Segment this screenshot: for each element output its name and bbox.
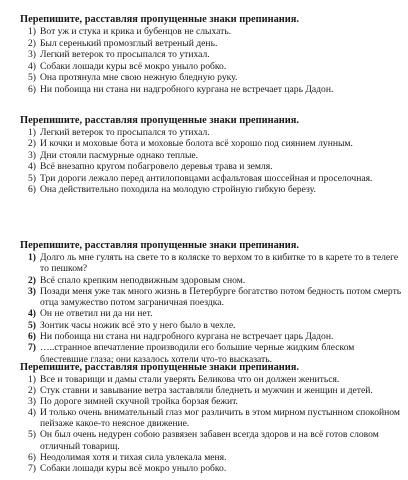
exercise-title: Перепишите, расставляя пропущенные знаки препинания.	[20, 14, 299, 25]
item-number: 4)	[28, 407, 36, 419]
item-number: 3)	[28, 149, 36, 161]
exercise-title: Перепишите, расставляя пропущенные знаки препинания.	[20, 240, 299, 251]
exercise-3	[14, 240, 402, 365]
item-number: 2)	[28, 37, 36, 49]
item-text: И только очень внимательный глаз мог различить в этом мирном пустынном спокойном пейзаже какое-то неясное движение.	[40, 407, 400, 430]
item-text: Позади меня уже так много жизнь в Петербурге богатство потом бедность потом смерть отца замужество потом заграничная поездка.	[40, 285, 402, 309]
list-item	[18, 385, 402, 396]
item-number: 5)	[28, 319, 36, 331]
list-item	[18, 331, 402, 342]
list-item	[18, 38, 402, 50]
list-item	[18, 320, 402, 331]
item-number: 6)	[28, 184, 36, 196]
item-text: Долго ль мне гулять на свете то в коляске то верхом то в кибитке то в карете то в телеге то пешком?	[40, 252, 399, 275]
item-text: Она действительно походила на молодую стройную гибкую березу.	[40, 184, 316, 196]
item-number: 6)	[28, 331, 36, 343]
item-number: 7)	[28, 342, 36, 354]
item-text: Всё внезапно кругом побагровело деревья трава и земля.	[40, 161, 273, 173]
item-text: Он был очень недурен собою развязен забавен всегда здоров и на всё готов словом отличный товарищ.	[40, 429, 379, 452]
list-item	[18, 452, 402, 463]
list-item	[18, 184, 402, 195]
item-text: Ни побоища ни стана ни надгробного кургана не встречает царь Дадон.	[40, 83, 334, 95]
exercise-2	[14, 115, 402, 195]
item-text: Он не ответил ни да ни нет.	[40, 308, 153, 320]
item-text: Вот уж и стука и крика и бубенцов не слыхать.	[40, 26, 232, 37]
item-number: 1)	[28, 127, 36, 138]
item-number: 7)	[28, 462, 36, 474]
item-number: 1)	[28, 374, 36, 385]
item-text: Дни стояли пасмурные однако теплые.	[40, 149, 199, 161]
exercise-title: Перепишите, расставляя пропущенные знаки препинания.	[20, 115, 299, 126]
list-item	[18, 49, 402, 61]
item-number: 3)	[28, 285, 36, 297]
item-text: Ни побоища ни стана ни надгробного кургана не встречает царь Дадон.	[40, 331, 334, 343]
item-number: 2)	[28, 138, 36, 150]
list-item	[18, 407, 402, 429]
item-text: Собаки лошади куры всё мокро уныло робко.	[40, 462, 227, 474]
item-number: 6)	[28, 83, 36, 95]
item-text: Легкий ветерок то просыпался то утихал.	[40, 49, 210, 61]
exercise-title: Перепишите, расставляя пропущенные знаки препинания.	[20, 362, 299, 373]
item-text: Неодолимая хотя и тихая сила увлекала меня.	[40, 451, 227, 463]
item-number: 2)	[28, 274, 36, 286]
list-item	[18, 61, 402, 73]
list-item	[18, 275, 402, 286]
list-item	[18, 127, 402, 138]
list-item	[18, 252, 402, 275]
item-number: 4)	[28, 161, 36, 173]
sentence-list	[14, 26, 402, 96]
item-number: 1)	[28, 26, 36, 37]
list-item	[18, 429, 402, 451]
item-text: Всё спало крепким неподвижным здоровым сном.	[40, 274, 246, 286]
list-item	[18, 374, 402, 385]
list-item	[18, 84, 402, 96]
list-item	[18, 286, 402, 309]
exercise-1	[14, 14, 402, 96]
list-item	[18, 26, 402, 38]
list-item	[18, 308, 402, 319]
list-item	[18, 396, 402, 407]
sentence-list	[14, 127, 402, 195]
item-number: 5)	[28, 172, 36, 184]
item-text: Три дороги лежало перед антилоповцами асфальтовая шоссейная и проселочная.	[40, 172, 373, 184]
item-text: Все и товарищи и дамы стали уверять Беликова что он должен жениться.	[40, 374, 340, 385]
item-number: 6)	[28, 451, 36, 463]
list-item	[18, 463, 402, 474]
list-item	[18, 161, 402, 172]
item-number: 1)	[28, 252, 36, 263]
item-text: Она протянула мне свою нежную бледную руку.	[40, 72, 238, 84]
item-number: 4)	[28, 308, 36, 320]
item-number: 3)	[28, 49, 36, 61]
item-number: 4)	[28, 60, 36, 72]
item-text: И кочки и моховые бота и моховые болота всё хорошо под сиянием лунным.	[40, 138, 353, 150]
item-text: Был серенький промозглый ветреный день.	[40, 37, 218, 49]
sentence-list	[14, 252, 402, 365]
sentence-list	[14, 374, 402, 474]
list-item	[18, 150, 402, 161]
list-item	[18, 173, 402, 184]
item-number: 2)	[28, 385, 36, 397]
item-text: Собаки лошади куры всё мокро уныло робко.	[40, 60, 227, 72]
item-text: Стук ставни и завывание ветра заставляли бледнеть и мужчин и женщин и детей.	[40, 385, 373, 397]
item-number: 5)	[28, 72, 36, 84]
list-item	[18, 138, 402, 149]
item-number: 3)	[28, 396, 36, 408]
item-number: 5)	[28, 429, 36, 441]
item-text: …..странное впечатление производили его большие черные жидким блеском блестевшие глаза; они казалось хотели что-то высказать.	[40, 342, 355, 365]
exercise-4	[14, 362, 402, 474]
item-text: По дороге зимней скучной тройка борзая бежит.	[40, 396, 238, 408]
item-text: Зонтик часы ножик всё это у него было в чехле.	[40, 319, 236, 331]
item-text: Легкий ветерок то просыпался то утихал.	[40, 127, 210, 138]
list-item	[18, 72, 402, 84]
